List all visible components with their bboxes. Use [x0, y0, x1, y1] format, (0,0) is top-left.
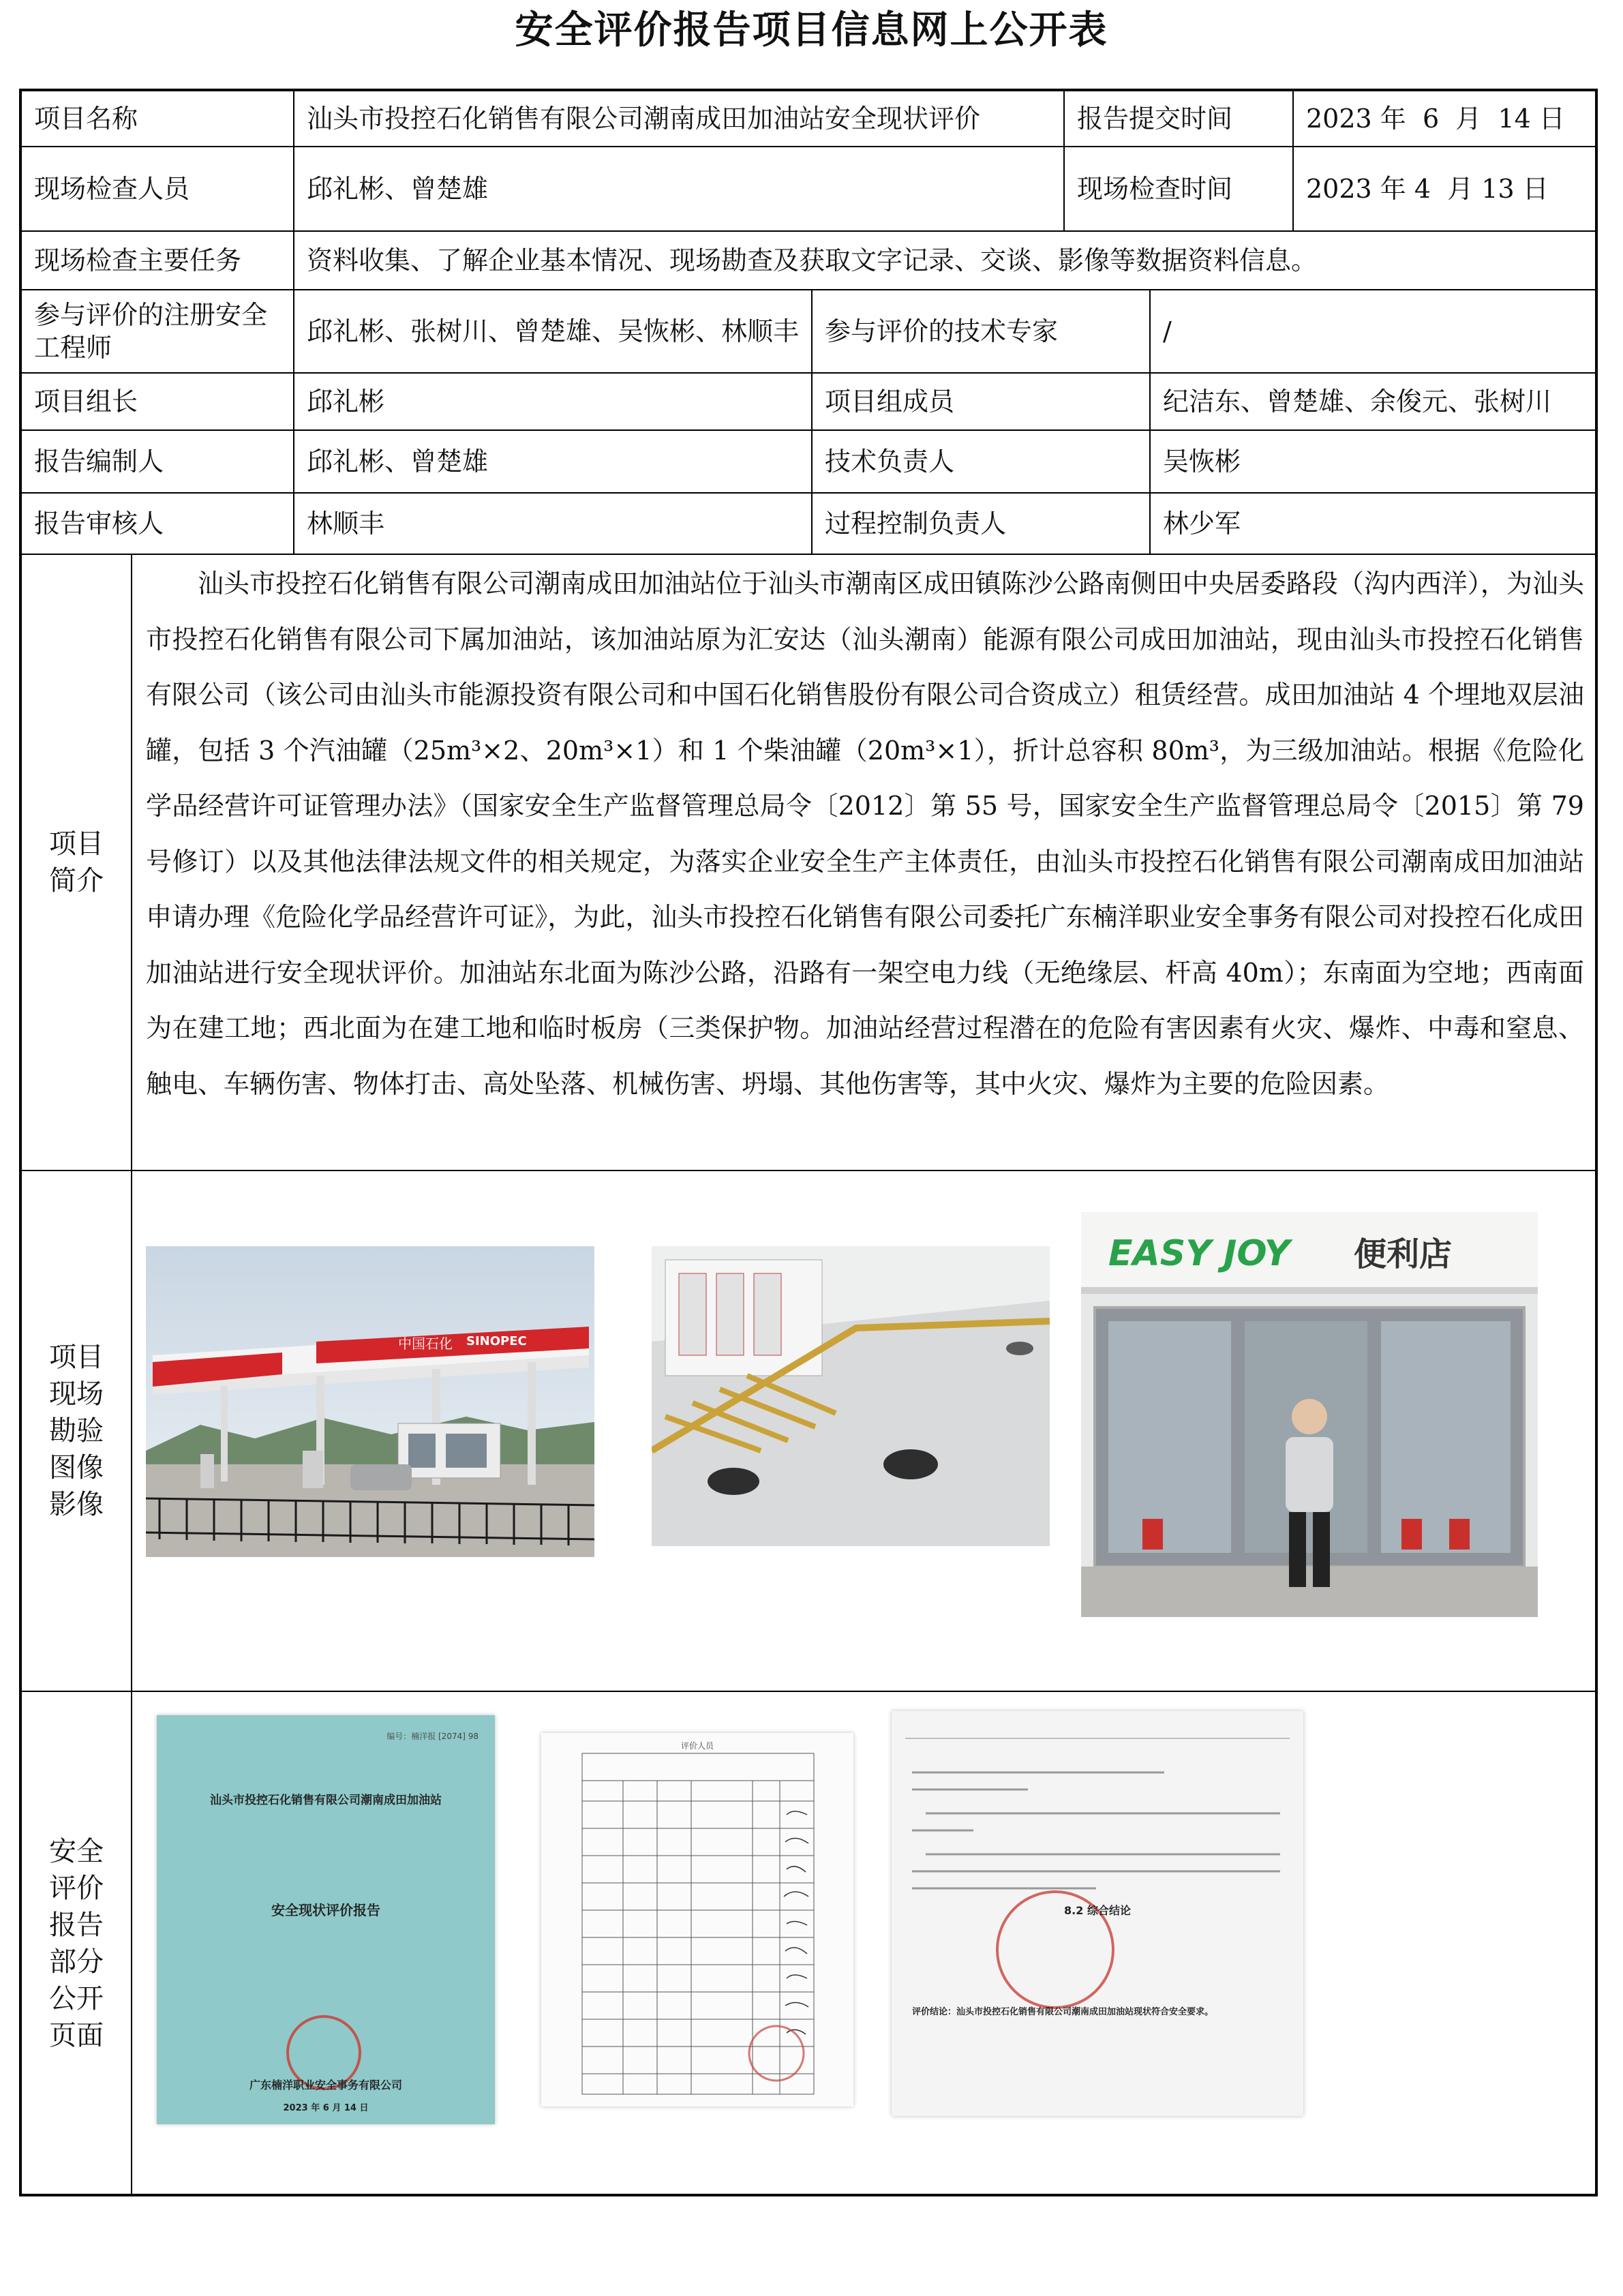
process-lead-label: 过程控制负责人 — [825, 509, 1007, 539]
intro-label: 项目 简介 — [49, 828, 104, 896]
cover-firm: 广东楠洋职业安全事务有限公司 — [249, 2079, 402, 2091]
reviewer: 林顺丰 — [307, 509, 385, 539]
reviewer-label: 报告审核人 — [34, 509, 164, 539]
compiler-label: 报告编制人 — [34, 447, 164, 477]
tech-lead: 吴恢彬 — [1163, 447, 1241, 477]
project-name: 汕头市投控石化销售有限公司潮南成田加油站安全现状评价 — [307, 104, 981, 134]
conclusion-text: 评价结论：汕头市投控石化销售有限公司潮南成田加油站现状符合安全要求。 — [912, 2007, 1214, 2017]
store-name: 便利店 — [1354, 1235, 1453, 1273]
forecourt-photo — [652, 1246, 1050, 1546]
engineers-label: 参与评价的注册安全工程师 — [34, 300, 268, 363]
members-label: 项目组成员 — [825, 387, 955, 417]
tasks: 资料收集、了解企业基本情况、现场勘查及获取文字记录、交谈、影像等数据资料信息。 — [307, 245, 1318, 275]
report-cover-photo — [157, 1715, 495, 2124]
intro-text: 汕头市投控石化销售有限公司潮南成田加油站位于汕头市潮南区成田镇陈沙公路南侧田中央居委路段（沟内西洋），为汕头市投控石化销售有限公司下属加油站，该加油站原为汇安达（汕头潮南）能源有限公司成田加油站，现由汕头市投控石化销售有限公司（该公司由汕头市能源投资有限公司和中国石化销售股份有限公司合资成立）租赁经营。成田加油站 4 个埋地双层油罐，包括 3 个汽油罐（25m³×2、20m³×1）和 1 个柴油罐（20m³×1），折计总容积 80m³，为三级加油站。根据《危险化学品经营许可证管理办法》（国家安全生产监督管理总局令〔2012〕第 55 号，国家安全生产监督管理总局令〔2015〕第 79 号修订）以及其他法律法规文件的相关规定，为落实企业安全生产主体责任，由汕头市投控石化销售有限公司潮南成田加油站申请办理《危险化学品经营许可证》，为此，汕头市投控石化销售有限公司委托广东楠洋职业安全事务有限公司对投控石化成田加油站进行安全现状评价。加油站东北面为陈沙公路，沿路有一架空电力线（无绝缘层、杆高 40m）；东南面为空地；西南面为在建工地；西北面为在建工地和临时板房（三类保护物。加油站经营过程潜在的危险有害因素有火灾、爆炸、中毒和窒息、触电、车辆伤害、物体打击、高处坠落、机械伤害、坍塌、其他伤害等，其中火灾、爆炸为主要的危险因素。 — [146, 569, 1584, 1099]
inspectors: 邱礼彬、曾楚雄 — [307, 174, 489, 204]
row-divider — [22, 554, 1595, 555]
report-label: 安全 评价 报告 部分 公开 页面 — [49, 1836, 104, 2051]
cover-title: 安全现状评价报告 — [271, 1902, 380, 1918]
staff-page-title: 评价人员 — [680, 1741, 714, 1751]
gas-station-photo — [146, 1246, 594, 1557]
submit-time: 2023 年 6 月 14 日 — [1306, 104, 1565, 134]
compiler: 邱礼彬、曾楚雄 — [307, 447, 489, 477]
project-name-label: 项目名称 — [34, 104, 138, 134]
inspectors-label: 现场检查人员 — [34, 174, 190, 204]
engineers: 邱礼彬、张树川、曾楚雄、吴恢彬、林顺丰 — [307, 316, 800, 346]
conclusion-heading: 8.2 综合结论 — [1064, 1904, 1131, 1917]
cover-company: 汕头市投控石化销售有限公司潮南成田加油站 — [210, 1794, 442, 1807]
col-divider — [131, 554, 132, 2195]
submit-time-label: 报告提交时间 — [1077, 104, 1233, 134]
conclusion-page-photo — [892, 1711, 1303, 2116]
canopy-brand-en: SINOPEC — [466, 1334, 527, 1348]
store-brand: EASY JOY — [1108, 1233, 1290, 1274]
leader-label: 项目组长 — [34, 387, 138, 417]
row-divider — [22, 1170, 1595, 1171]
staff-page-photo — [541, 1733, 853, 2106]
experts-label: 参与评价的技术专家 — [825, 316, 1059, 346]
row-divider — [22, 1691, 1595, 1692]
inspect-time-label: 现场检查时间 — [1077, 174, 1233, 204]
store-photo — [1081, 1212, 1538, 1617]
canopy-brand-cn: 中国石化 — [398, 1335, 453, 1352]
process-lead: 林少军 — [1163, 509, 1241, 539]
tech-lead-label: 技术负责人 — [825, 447, 955, 477]
experts: / — [1163, 316, 1172, 346]
members: 纪洁东、曾楚雄、余俊元、张树川 — [1163, 387, 1552, 417]
cover-date: 2023 年 6 月 14 日 — [283, 2103, 369, 2113]
info-table — [19, 89, 1598, 2196]
page-title: 安全评价报告项目信息网上公开表 — [515, 8, 1108, 52]
leader: 邱礼彬 — [307, 387, 385, 417]
cover-number: 编号：楠洋报 [2074] 98 — [386, 1732, 479, 1741]
photos-label: 项目 现场 勘验 图像 影像 — [49, 1342, 104, 1520]
inspect-time: 2023 年 4 月 13 日 — [1306, 174, 1549, 204]
tasks-label: 现场检查主要任务 — [34, 245, 242, 275]
